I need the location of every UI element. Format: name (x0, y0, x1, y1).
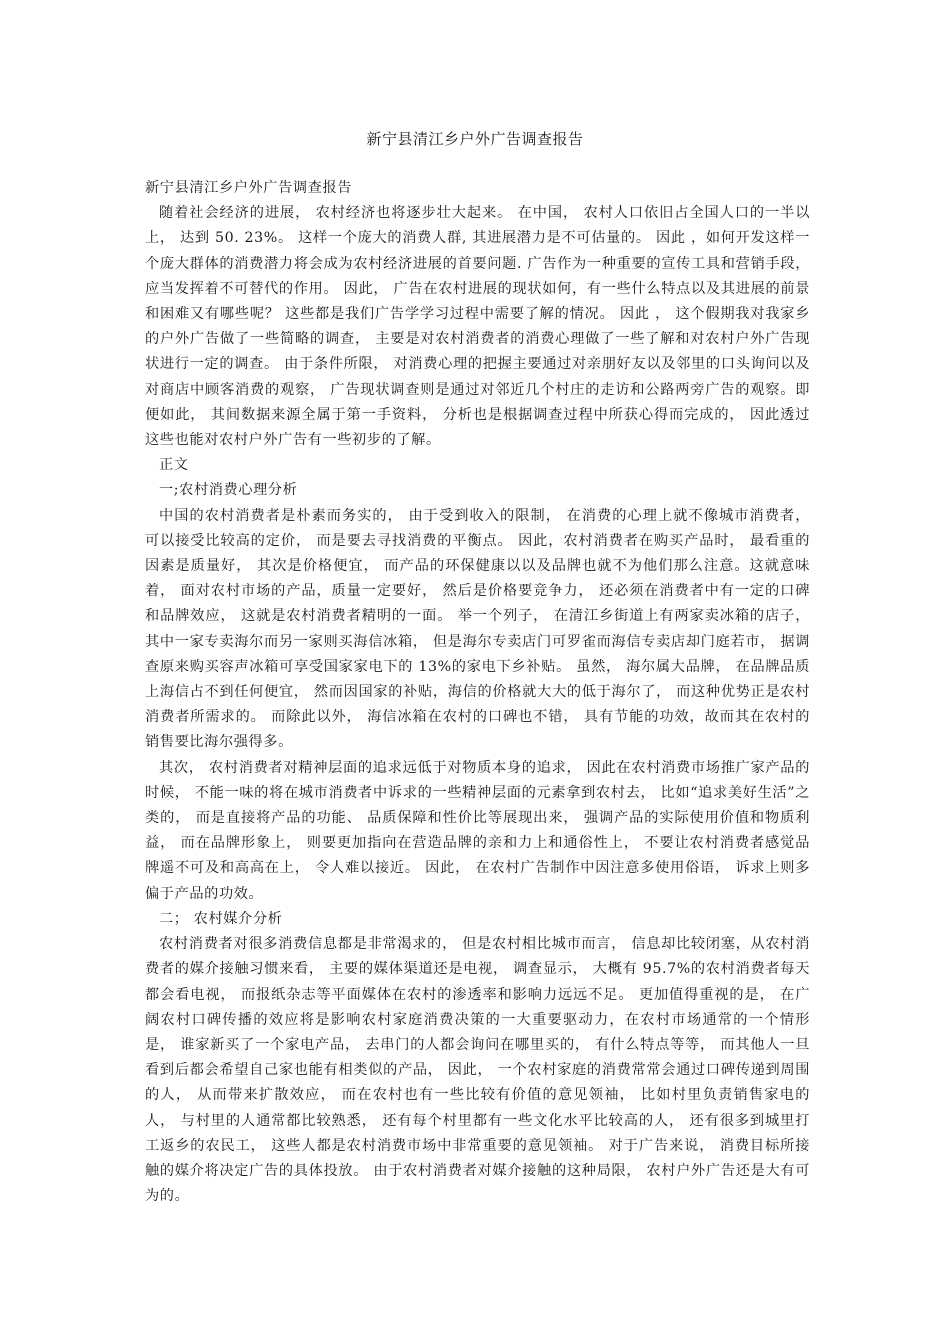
document-body (145, 176, 810, 1209)
section-heading-main-text: 正文 (159, 457, 189, 474)
document-title: 新宁县清江乡户外广告调查报告 (366, 130, 584, 148)
consumer-psychology-paragraph: 中国的农村消费者是朴素而务实的， 由于受到收入的限制， 在消费的心理上就不像城市消费者， 可以接受比较高的定价， 而是要去寻找消费的平衡点。 因此，农村消费者在购买产品时， 最看重的因素是质量好， 其次是价格便宜， 而产品的环保健康以以及品牌也就不为他们那么注意。这就意味着， 面对农村市场的产品，质量一定要好， 然后是价格要竞争力， 还必须在消费者中有一定的口碑和品牌效应， 这就是农村消费者精明的一面。 举一个列子， 在清江乡街道上有两家卖冰箱的店子，其中一家专卖海尔而另一家则买海信冰箱， 但是海尔专卖店门可罗雀而海信专卖店却门庭若市， 据调查原来购买容声冰箱可享受国家家电下的 13%的家电下乡补贴。 虽然， 海尔属大品牌， 在品牌品质上海信占不到任何便宜， 然而因国家的补贴，海信的价格就大大的低于海尔了， 而这种优势正是农村消费者所需求的。 而除此以外， 海信冰箱在农村的口碑也不错， 具有节能的功效，故而其在农村的销售要比海尔强得多。 (145, 507, 810, 751)
section-heading-consumer-psychology: 一;农村消费心理分析 (159, 482, 298, 499)
subtitle-paragraph: 新宁县清江乡户外广告调查报告 (145, 180, 353, 196)
section-heading-media-analysis: 二； 农村媒介分析 (159, 910, 283, 927)
media-analysis-paragraph: 农村消费者对很多消费信息都是非常渴求的， 但是农村相比城市而言， 信息却比较闭塞，从农村消费者的媒介接触习惯来看， 主要的媒体渠道还是电视， 调查显示， 大概有 95.7%的农村消费者每天都会看电视， 而报纸杂志等平面媒体在农村的渗透率和影响力远远不足。 更加值得重视的是， 在广阔农村口碑传播的效应将是影响农村家庭消费决策的一大重要驱动力，在农村市场通常的一个情形是， 谁家新买了一个家电产品， 去串门的人都会询问在哪里买的， 有什么特点等等， 而其他人一旦看到后都会希望自己家也能有相类似的产品， 因此， 一个农村家庭的消费常常会通过口碑传递到周围的人， 从而带来扩散效应， 而在农村也有一些比较有价值的意见领袖， 比如村里负责销售家电的人， 与村里的人通常都比较熟悉， 还有每个村里都有一些文化水平比较高的人， 还有很多到城里打工返乡的农民工， 这些人都是农村消费市场中非常重要的意见领袖。 对于广告来说， 消费目标所接触的媒介将决定广告的具体投放。 由于农村消费者对媒介接触的这种局限， 农村户外广告还是大有可为的。 (145, 936, 810, 1205)
intro-paragraph: 随着社会经济的进展， 农村经济也将逐步壮大起来。 在中国， 农村人口依旧占全国人口的一半以上， 达到 50. 23%。 这样一个庞大的消费人群, 其进展潜力是不可估量的。 因此 ，如何开发这样一个庞大群体的消费潜力将会成为农村经济进展的首要问题. 广告作为一种重要的宣传工具和营销手段， 应当发挥着不可替代的作用。 因此， 广告在农村进展的现状如何，有一些什么特点以及其进展的前景和困难又有哪些呢？ 这些都是我们广告学学习过程中需要了解的情况。 因此 ， 这个假期我对我家乡的户外广告做了一些简略的调查， 主要是对农村消费者的消费心理做了一些了解和对农村户外广告现状进行一定的调查。 由于条件所限， 对消费心理的把握主要通过对亲朋好友以及邻里的口头询问以及对商店中顾客消费的观察， 广告现状调查则是通过对邻近几个村庄的走访和公路两旁广告的观察。即便如此， 其间数据来源全属于第一手资料， 分析也是根据调查过程中所获心得而完成的， 因此透过这些也能对农村户外广告有一些初步的了解。 (145, 205, 810, 449)
spiritual-needs-paragraph: 其次， 农村消费者对精神层面的追求远低于对物质本身的追求， 因此在农村消费市场推广家产品的时候， 不能一味的将在城市消费者中诉求的一些精神层面的元素拿到农村去， 比如“追求美好生活”之类的， 而是直接将产品的功能、 品质保障和性价比等展现出来， 强调产品的实际使用价值和物质利益， 而在品牌形象上， 则要更加指向在营造品牌的亲和力上和通俗性上， 不要让农村消费者感觉品牌遥不可及和高高在上， 令人难以接近。 因此， 在农村广告制作中因注意多使用俗语， 诉求上则多偏于产品的功效。 (145, 759, 810, 902)
